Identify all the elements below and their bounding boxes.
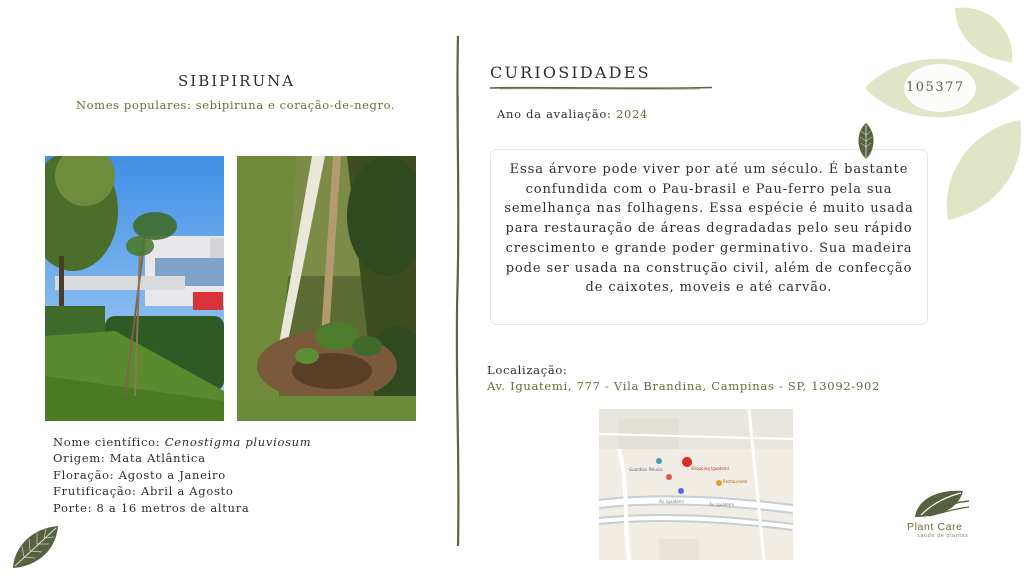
record-number: 105377: [906, 80, 965, 95]
location-label: Localização:: [487, 363, 568, 377]
fact-origin: Origem: Mata Atlântica: [53, 451, 206, 466]
fact-size: Porte: 8 a 16 metros de altura: [53, 500, 250, 515]
species-facts: [53, 434, 311, 516]
popular-names: Nomes populares: sebipiruna e coração-de-negro.: [76, 98, 396, 112]
curiosities-text: Essa árvore pode viver por até um século. É bastante confundida com o Pau-brasil e Pau-ferro pela sua semelhança nas folhagens. Essa espécie é muito usada para restauração de áreas degradadas pelo seu rápido crescimento e grande poder germinativo. Sua madeira pode ser usada na construção civil, além de confecção de caixotes, moveis e até carvão.: [504, 162, 914, 296]
curiosities-title: CURIOSIDADES: [490, 63, 651, 82]
fact-flowering: Floração: Agosto a Janeiro: [53, 467, 226, 482]
fact-fruiting: Frutificação: Abril a Agosto: [53, 484, 234, 499]
fact-scientific-name: [53, 434, 311, 450]
evaluation-year: 2024: [615, 107, 649, 121]
tree-photo-2: [237, 156, 416, 421]
corner-leaf-icon: [10, 522, 60, 570]
svg-text:Av. Iguatemi: Av. Iguatemi: [659, 499, 684, 504]
evaluation-label: Ano da avaliação:: [497, 107, 616, 121]
species-title: SIBIPIRUNA: [178, 72, 296, 90]
vertical-divider: [450, 36, 466, 546]
svg-text:Guardian Pelucia: Guardian Pelucia: [629, 467, 663, 472]
location-map[interactable]: [599, 409, 793, 560]
tree-photo-1: [45, 156, 224, 421]
logo-name: Plant Care: [907, 521, 963, 533]
svg-text:Restaurante: Restaurante: [723, 479, 748, 484]
fact-scientific-label: Nome científico:: [53, 435, 165, 449]
fact-scientific-value: Cenostigma pluviosum: [164, 435, 312, 449]
evaluation-year-row: [497, 107, 648, 121]
location-address[interactable]: Av. Iguatemi, 777 - Vila Brandina, Campinas - SP, 13092-902: [487, 379, 880, 393]
plant-care-logo-icon: [913, 487, 971, 519]
decorative-leaves-icon: [860, 0, 1024, 225]
svg-text:Shopping Iguatemi: Shopping Iguatemi: [691, 466, 729, 471]
title-underline: [490, 84, 712, 92]
logo-tagline: saúde de plantas: [917, 533, 969, 539]
svg-text:Av. Iguatemi: Av. Iguatemi: [709, 502, 734, 507]
